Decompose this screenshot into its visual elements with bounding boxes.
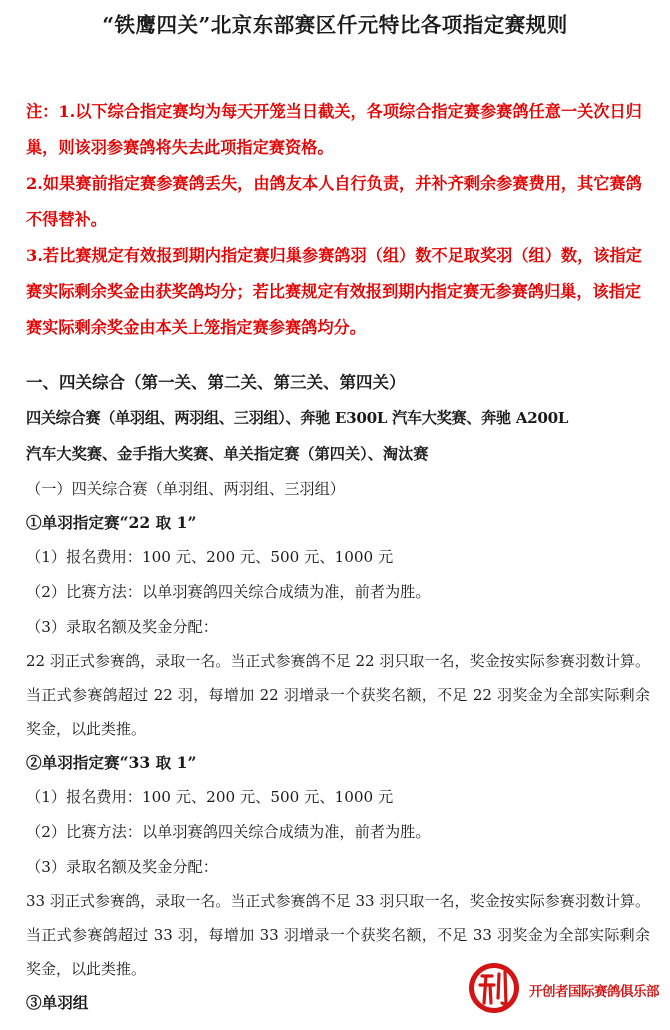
note-1: 注：1.以下综合指定赛均为每天开笼当日截关，各项综合指定赛参赛鸽任意一关次日归巢，则该羽参赛鸽将失去此项指定赛资格。	[26, 102, 642, 157]
race-1-paragraph: 22 羽正式参赛鸽，录取一名。当正式参赛鸽不足 22 羽只取一名，奖金按实际参赛羽数计算。当正式参赛鸽超过 22 羽，每增加 22 羽增录一个获奖名额，不足 22 羽奖金为全部实际剩余奖金，以此类推。	[26, 652, 650, 738]
race-2-paragraph: 33 羽正式参赛鸽，录取一名。当正式参赛鸽不足 33 羽只取一名，奖金按实际参赛羽数计算。当正式参赛鸽超过 33 羽，每增加 33 羽增录一个获奖名额，不足 33 羽奖金为全部实际剩余奖金，以此类推。	[26, 892, 650, 978]
race-2-title: ②单羽指定赛“33 取 1”	[26, 753, 197, 772]
race-2-fee: （1）报名费用：100 元、200 元、500 元、1000 元	[26, 788, 394, 806]
club-emblem-icon	[465, 958, 523, 1016]
race-1-method: （2）比赛方法：以单羽赛鸽四关综合成绩为准，前者为胜。	[26, 583, 431, 601]
club-logo	[465, 958, 665, 1018]
race-1-title: ①单羽指定赛“22 取 1”	[26, 513, 197, 532]
race-3-title: ③单羽组	[26, 993, 89, 1012]
document-title: “铁鹰四关”北京东部赛区仟元特比各项指定赛规则	[102, 13, 568, 37]
summary-line-1: 四关综合赛（单羽组、两羽组、三羽组）、奔驰 E300L 汽车大奖赛、奔驰 A200L	[26, 409, 569, 427]
note-3: 3.若比赛规定有效报到期内指定赛归巢参赛鸽羽（组）数不足取奖羽（组）数，该指定赛实际剩余奖金由获奖鸽均分；若比赛规定有效报到期内指定赛无参赛鸽归巢，该指定赛实际剩余奖金由本关上笼指定赛参赛鸽均分。	[26, 246, 642, 337]
club-name: 开创者国际赛鸽俱乐部	[529, 984, 659, 1000]
race-2-quota: （3）录取名额及奖金分配：	[26, 858, 218, 876]
note-2: 2.如果赛前指定赛参赛鸽丢失，由鸽友本人自行负责，并补齐剩余参赛费用，其它赛鸽不得替补。	[26, 174, 642, 229]
race-1-fee: （1）报名费用：100 元、200 元、500 元、1000 元	[26, 548, 394, 566]
section-heading: 一、四关综合（第一关、第二关、第三关、第四关）	[26, 373, 406, 392]
notes-block	[26, 94, 650, 346]
section-1	[26, 366, 650, 1020]
summary-line-2: 汽车大奖赛、金手指大奖赛、单关指定赛（第四关）、淘汰赛	[26, 445, 429, 463]
race-1-quota: （3）录取名额及奖金分配：	[26, 618, 218, 636]
subsection-heading: （一）四关综合赛（单羽组、两羽组、三羽组）	[26, 480, 345, 498]
race-2-method: （2）比赛方法：以单羽赛鸽四关综合成绩为准，前者为胜。	[26, 823, 431, 841]
